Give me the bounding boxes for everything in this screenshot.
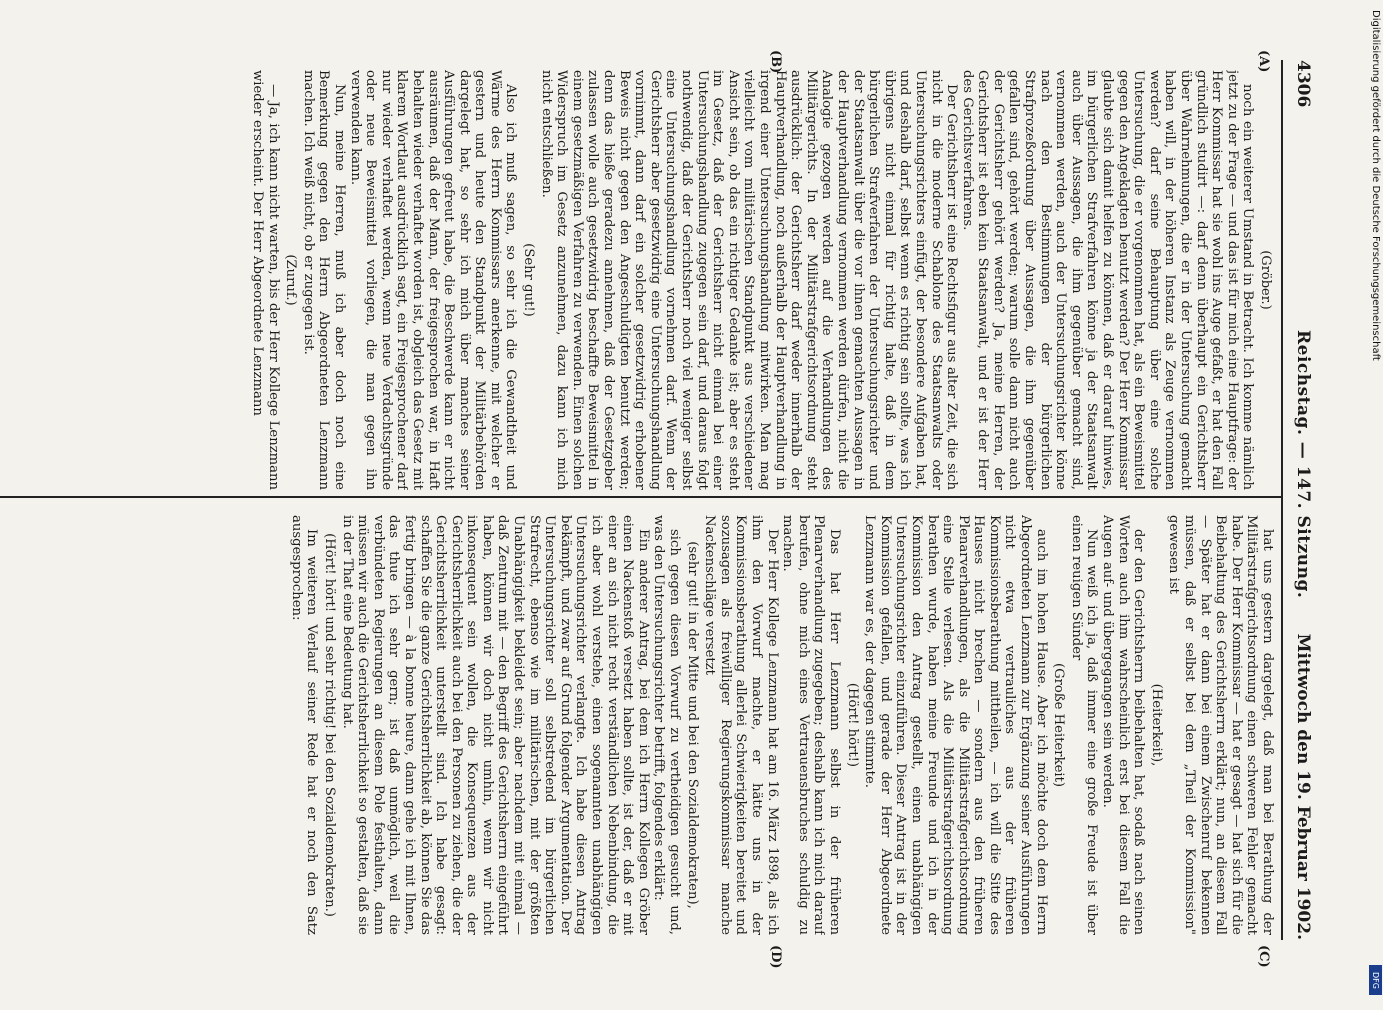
margin-mark-a: (A)	[1256, 50, 1271, 73]
margin-mark-c: (C)	[1256, 945, 1271, 968]
paragraph: Nun, meine Herren, muß ich aber doch noch eine Bemerkung gegen den Herrn Abgeordneten Lenzmann machen. Ich weiß nicht, ob er zugegen ist.	[300, 70, 347, 490]
session-date: Mittwoch den 19. Februar 1902.	[1293, 633, 1313, 940]
interjection: (Sehr gut!)	[521, 243, 537, 317]
paragraph: noch ein weiterer Umstand in Betracht. Ich komme nämlich jetzt zu der Frage — und das ist für mich eine Hauptfrage: der Herr Kommissar hat sie wohl ins Auge gefaßt, er hat den Fall gründlich studirt —: darf denn überhaupt ein Gerichtsherr über Wahrnehmungen, die er in der Untersuchung gemacht haben will, in der höheren Instanz als Zeuge vernommen werden? darf seine Behauptung über eine solche Untersuchung, die er vorgenommen hat, als ein Beweismittel gegen den Angeklagten benutzt werden? Der Herr Kommissar glaubte sich damit helfen zu können, daß er darauf hinwies, im bürgerlichen Strafverfahren könne ja der Staatsanwalt auch über Aussagen, die ihm gegenüber gemacht sind, vernommen werden, auch der Untersuchungsrichter könne nach den Bestimmungen der bürgerlichen Strafprozeßordnung über Aussagen, die ihm gegenüber gefallen sind, gehört werden; warum solle dann nicht auch der Gerichtsherr gehört werden? Ja, meine Herren, der Gerichtsherr ist eben kein Staatsanwalt, und er ist der Herr des Gerichtsverfahrens.	[959, 70, 1256, 490]
paragraph: Das hat Herr Lenzmann selbst in der früheren Plenarverhandlung zugegeben; deshalb kann ich mich darauf berufen, ohne mich eines Vertrauensbruches schuldig zu machen.	[780, 515, 842, 935]
paragraph: Der Gerichtsherr ist eine Rechtsfigur aus alter Zeit, die sich nicht in die moderne Schablone des Staatsanwalts oder Untersuchungsrichters einfügt, der besondere Aufgaben hat, und deshalb darf, selbst wenn es richtig sein sollte, was ich übrigens nicht einmal für richtig halte, daß in dem bürgerlichen Strafverfahren der Untersuchungsrichter und der Staatsanwalt über die vor ihnen gemachten Aussagen in der Hauptverhandlung vernommen werden dürfen, nicht die Analogie gezogen werden auf die Verhandlungen des Militärgerichts. In der Militärstrafgerichtsordnung steht ausdrücklich: der Gerichtsherr darf weder innerhalb der Hauptverhandlung, noch außerhalb der Hauptverhandlung in irgend einer Untersuchungshandlung mitwirken. Man mag vielleicht vom militärischen Standpunkt aus verschiedener Ansicht sein, ob das ein richtiger Gedanke ist; aber es steht im Gesetz, daß der Gerichtsherr nicht einmal bei einer Untersuchungshandlung zugegen sein darf, und daraus folgt nothwendig, daß der Gerichtsherr noch viel weniger selbst eine Untersuchungshandlung vornehmen darf. Wenn der Gerichtsherr aber gesetzwidrig eine Untersuchungshandlung vornimmt, dann darf ein solcher gesetzwidrig erhobener Beweis nicht gegen den Angeschuldigten benutzt werden; denn das hieße geradezu annehmen, daß der Gesetzgeber zulassen wolle auch gesetzwidrig beschaffte Beweismittel in einem gesetzmäßigen Verfahren zu verwenden. Einen solchen Widerspruch im Gesetz anzunehmen, dazu kann ich mich nicht entschließen.	[538, 70, 960, 490]
interjection: (Heiterkeit),	[1148, 683, 1164, 767]
interjection: (Hört! hört!)	[844, 682, 860, 768]
dfg-logo: DFG	[1369, 965, 1382, 995]
quoted-paragraph: Ein anderer Antrag, bei dem ich Herrn Kollegen Gröber einen Nackenstoß versetzt haben sollte, ist der, daß er mit einer an sich nicht recht verständlichen Nebenbindung, die ich aber wohl verstehe, einen sogenannten unabhängigen Untersuchungsrichter verlangte. Ich habe diesen Antrag bekämpft, und zwar auf Grund folgender Argumentation. Der Untersuchungsrichter soll selbstredend im bürgerlichen Strafrecht, ebenso wie im militärischen, mit der größten Unabhängigkeit bekleidet sein; aber nachdem mit einmal — daß Zentrum mit — den Begriff des Gerichtsherrn eingeführt haben, können wir doch nicht umhin, wenn wir nicht inkonsequent sein wollen, die Konsequenzen aus der Gerichtsherrlichkeit auch bei den Personen zu ziehen, die der Gerichtsherrlichkeit unterstellt sind. Ich habe gesagt: schaffen Sie die ganze Gerichtsherrlichkeit ab, können Sie das fertig bringen — à la bonne heure, dann gehe ich mit Ihnen, das thue ich sehr gern; ist daß unmöglich, weil die verbündeten Regierungen an diesem Pole festhalten, dann müssen wir auch die Gerichtsherrlichkeit so gestalten, daß sie in der That eine Bedeutung hat.	[339, 515, 651, 935]
speaker-name: (Gröber.)	[1258, 250, 1273, 310]
paragraph: Der Herr Kollege Lenzmann hat am 16. März 1898, als ich ihm den Vorwurf machte, er hätte uns in der Kommissionsberathung allerlei Schwierigkeiten bereitet und sozusagen als freiwilliger Regierungskommissar manche Nackenschläge versetzt	[702, 515, 780, 935]
paragraph: Nun weiß ich ja, daß immer eine große Freude ist über einen reuigen Sünder	[1068, 515, 1100, 935]
interjection: (Große Heiterkeit)	[1051, 662, 1067, 788]
paragraph: — Ja, ich kann nicht warten, bis der Herr Kollege Lenzmann wieder erscheint. Der Herr Abgeordnete Lenzmann	[250, 70, 281, 490]
interjection: (Hört! hört! und sehr richtig! bei den Sozialdemokraten.)	[321, 533, 337, 917]
paragraph: auch im hohen Hause. Aber ich möchte doch dem Herrn Abgeordneten Lenzmann zur Ergänzung seiner Ausführungen nicht etwa vertrauliches aus der früheren Kommissionsberathung mittheilen, — ich will die Sitte des Hauses nicht brechen — sondern aus den früheren Plenarverhandlungen, als die Militärstrafgerichtsordnung eine Stelle verlesen. Als die Militärstrafgerichtsordnung berathen wurde, haben meine Freunde und ich in der Kommission den Antrag gestellt, einen unabhängigen Untersuchungsrichter einzuführen. Dieser Antrag ist in der Kommission gefallen, und gerade der Herr Abgeordnete Lenzmann war es, der dagegen stimmte.	[862, 515, 1049, 935]
left-column	[15, 70, 1275, 490]
funding-note: Digitalisierung gefördert durch die Deutsche Forschungsgemeinschaft	[1370, 10, 1381, 361]
paragraph: Also ich muß sagen, so sehr ich die Gewandtheit und Wärme des Herrn Kommissars anerkenne, mit welcher er gestern und heute den Standpunkt der Militärbehörden dargelegt hat, so sehr ich mich über manches seiner Ausführungen gefreut habe, die Beschwerde kann er nicht ausräumen, daß der Mann, der freigesprochen war, in Haft behalten wieder verhaftet worden ist, obgleich das Gesetz mit klarem Wortlaut ausdrücklich sagt, ein Freigesprochener darf nur wieder verhaftet werden, wenn neue Verdachtsgründe oder neue Beweismittel vorliegen, die man gegen ihn verwenden kann.	[347, 70, 519, 490]
margin-mark-b: (B)	[768, 50, 783, 74]
paragraph: Im weiteren Verlauf seiner Rede hat er noch den Satz ausgesprochen:	[288, 515, 320, 935]
paragraph: der den Gerichtsherrn beibehalten hat, sodaß nach seinen Worten auch ihm wahrscheinlich erst bei diesem Fall die Augen auf- und übergegangen sein werden.	[1100, 515, 1147, 935]
paragraph: hat uns gestern dargelegt, daß man bei Berathung der Militärstrafgerichtsordnung einen schweren Fehler gemacht habe. Der Herr Kommissar — hat er gesagt — hat sich für die Beibehaltung des Gerichtsherrn erklärt; nun, an diesem Fall — Später hat er dann bei einem Zwischenruf bekennen müssen, daß er selbst bei dem „Theil der Kommission" gewesen ist	[1166, 515, 1275, 935]
page-header	[1285, 60, 1313, 940]
margin-mark-d: (D)	[768, 945, 783, 969]
paragraph: sich gegen diesen Vorwurf zu vertheidigen gesucht und, was den Untersuchungsrichter betrifft, folgendes erklärt:	[651, 515, 683, 935]
column-divider	[0, 496, 1283, 498]
interjection: (Zuruf.)	[283, 254, 299, 306]
funding-sidebar	[1368, 0, 1383, 1000]
interjection: (sehr gut! in der Mitte und bei den Sozialdemokraten),	[684, 541, 700, 909]
right-column	[15, 515, 1275, 935]
header-rule	[1281, 60, 1283, 940]
page-number: 4306	[1293, 60, 1313, 108]
page-title: Reichstag. — 147. Sitzung.	[1293, 330, 1313, 599]
